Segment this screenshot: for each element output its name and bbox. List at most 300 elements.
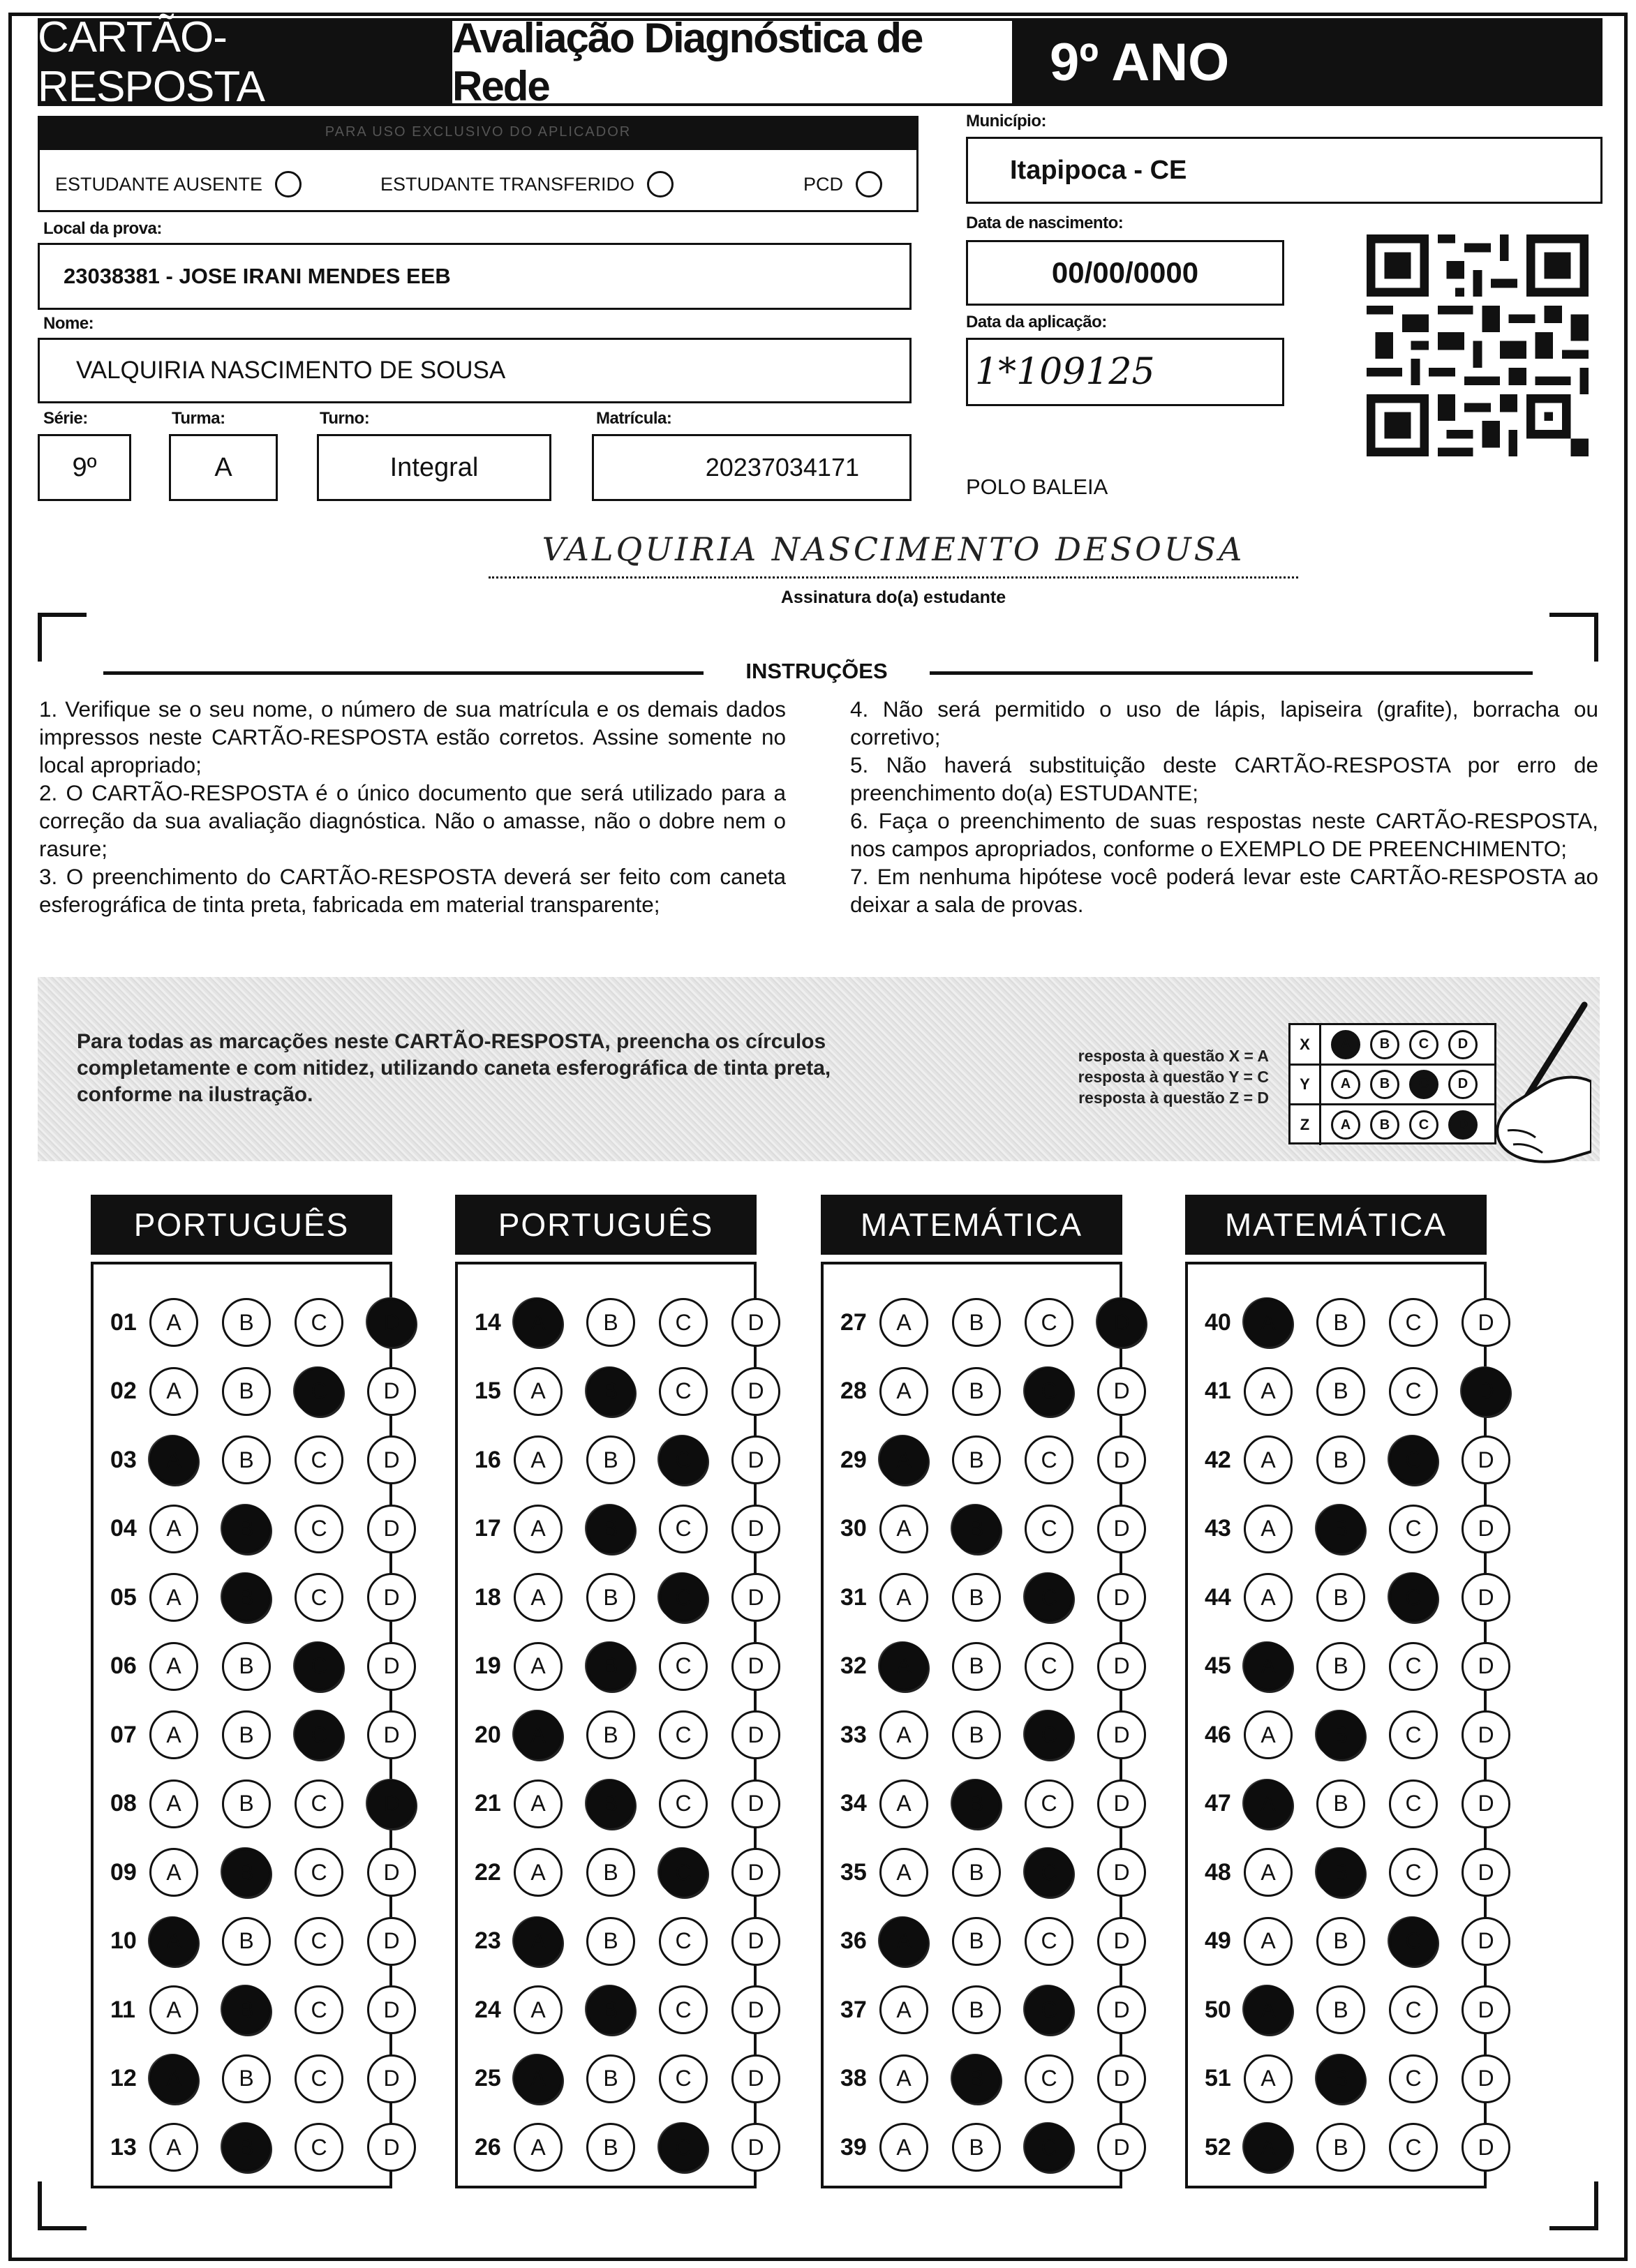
answer-bubble-a[interactable]: A xyxy=(1244,1505,1293,1553)
answer-bubble-b[interactable]: B xyxy=(586,1917,635,1966)
answer-bubble-b[interactable]: B xyxy=(952,1780,1001,1828)
question-row xyxy=(1205,1980,1510,2040)
answer-bubble-c[interactable]: C xyxy=(659,2123,708,2172)
question-number: 07 xyxy=(110,1721,137,1748)
ausente-bubble[interactable] xyxy=(275,171,302,197)
answer-bubble-b[interactable]: B xyxy=(952,1848,1001,1897)
answer-bubble-d[interactable]: D xyxy=(1462,1573,1510,1622)
answer-bubble-a[interactable]: A xyxy=(1244,1298,1293,1347)
answer-bubble-b[interactable]: B xyxy=(952,1367,1001,1416)
answer-bubble-c[interactable]: C xyxy=(1389,1573,1438,1622)
answer-bubble-d[interactable]: D xyxy=(731,1780,780,1828)
answer-bubble-c[interactable]: C xyxy=(659,1642,708,1691)
question-number: 18 xyxy=(475,1583,501,1611)
question-row xyxy=(475,1292,780,1352)
question-number: 39 xyxy=(840,2133,867,2161)
answer-bubble-a[interactable]: A xyxy=(1244,1848,1293,1897)
answer-bubble-c[interactable]: C xyxy=(1389,1985,1438,2034)
example-row-key: Y xyxy=(1291,1065,1321,1103)
answer-bubble-d[interactable]: D xyxy=(367,1780,416,1828)
example-bubble-c: C xyxy=(1409,1030,1438,1059)
answer-bubble-c[interactable]: C xyxy=(1025,1435,1073,1484)
answer-bubble-d[interactable]: D xyxy=(1097,2054,1146,2103)
answer-bubble-c[interactable]: C xyxy=(1389,1298,1438,1347)
answer-bubble-c[interactable]: C xyxy=(295,1780,343,1828)
answer-bubble-d[interactable]: D xyxy=(1462,1780,1510,1828)
example-bubble-a: A xyxy=(1331,1030,1360,1059)
question-row xyxy=(110,1980,416,2040)
answer-bubble-a[interactable]: A xyxy=(879,2123,928,2172)
question-number: 04 xyxy=(110,1515,137,1542)
answer-bubble-c[interactable]: C xyxy=(659,1985,708,2034)
example-row-key: X xyxy=(1291,1025,1321,1064)
answer-bubble-d[interactable]: D xyxy=(731,1367,780,1416)
answer-bubble-a[interactable]: A xyxy=(1244,1367,1293,1416)
example-answer-x: resposta à questão X = A xyxy=(1078,1047,1269,1065)
answer-bubble-d[interactable]: D xyxy=(1097,1642,1146,1691)
question-number: 29 xyxy=(840,1446,867,1473)
answer-bubble-a[interactable]: A xyxy=(879,1917,928,1966)
question-number: 47 xyxy=(1205,1790,1231,1816)
question-number: 16 xyxy=(475,1446,501,1473)
answer-bubble-b[interactable]: B xyxy=(952,1505,1001,1553)
answer-bubble-c[interactable]: C xyxy=(295,2123,343,2172)
answer-bubble-d[interactable]: D xyxy=(1462,2123,1510,2172)
answer-bubble-a[interactable]: A xyxy=(149,1642,198,1691)
answer-bubble-b[interactable]: B xyxy=(1316,1780,1365,1828)
answer-bubble-c[interactable]: C xyxy=(1025,1917,1073,1966)
answer-bubble-c[interactable]: C xyxy=(659,2054,708,2103)
answer-bubble-c[interactable]: C xyxy=(659,1710,708,1759)
answer-bubble-b[interactable]: B xyxy=(1316,1573,1365,1622)
answer-bubble-d[interactable]: D xyxy=(1462,2054,1510,2103)
answer-bubble-d[interactable]: D xyxy=(367,1367,416,1416)
answer-bubble-a[interactable]: A xyxy=(879,1710,928,1759)
question-number: 26 xyxy=(475,2133,501,2161)
answer-bubble-a[interactable]: A xyxy=(514,1505,563,1553)
matricula-field: 20237034171 xyxy=(592,434,912,501)
answer-bubble-a[interactable]: A xyxy=(514,2123,563,2172)
answer-bubble-d[interactable]: D xyxy=(731,2123,780,2172)
answer-bubble-c[interactable]: C xyxy=(1389,1642,1438,1691)
question-row xyxy=(1205,1705,1510,1765)
answer-bubble-d[interactable]: D xyxy=(1097,1985,1146,2034)
answer-bubble-a[interactable]: A xyxy=(514,1573,563,1622)
answer-bubble-d[interactable]: D xyxy=(731,1917,780,1966)
instruction-5: 5. Não haverá substituição deste CARTÃO-RESPOSTA por erro de preenchimento do(a) ESTUDANTE; xyxy=(850,752,1598,805)
question-row xyxy=(475,2049,780,2109)
answer-bubble-d[interactable]: D xyxy=(1097,1573,1146,1622)
question-number: 41 xyxy=(1205,1378,1231,1404)
fill-example-grid xyxy=(1288,1023,1496,1144)
answer-bubble-b[interactable]: B xyxy=(952,1298,1001,1347)
question-row xyxy=(475,1430,780,1490)
example-row xyxy=(1291,1105,1494,1145)
answer-bubble-a[interactable]: A xyxy=(879,1848,928,1897)
answer-bubble-d[interactable]: D xyxy=(731,2054,780,2103)
answer-bubble-a[interactable]: A xyxy=(879,1642,928,1691)
answer-bubble-c[interactable]: C xyxy=(1025,1710,1073,1759)
answer-bubble-b[interactable]: B xyxy=(952,1642,1001,1691)
question-row xyxy=(475,1567,780,1627)
answer-bubble-d[interactable]: D xyxy=(1462,1985,1510,2034)
answer-bubble-a[interactable]: A xyxy=(1244,2054,1293,2103)
answer-bubble-b[interactable]: B xyxy=(1316,1642,1365,1691)
fill-example-answers xyxy=(1032,1045,1269,1108)
answer-bubble-b[interactable]: B xyxy=(222,1298,271,1347)
corner-mark-top-left xyxy=(38,613,87,662)
answer-bubble-d[interactable]: D xyxy=(367,1298,416,1347)
answer-bubble-d[interactable]: D xyxy=(731,1298,780,1347)
section-answer-box xyxy=(821,1262,1130,2188)
question-row xyxy=(840,1842,1146,1902)
instructions-rule-left xyxy=(103,671,704,675)
turma-field: A xyxy=(169,434,278,501)
question-number: 20 xyxy=(475,1721,501,1748)
answer-bubble-b[interactable]: B xyxy=(222,1985,271,2034)
answer-bubble-c[interactable]: C xyxy=(295,1435,343,1484)
question-row xyxy=(475,1361,780,1422)
answer-bubble-c[interactable]: C xyxy=(1389,1505,1438,1553)
answer-bubble-b[interactable]: B xyxy=(222,1573,271,1622)
answer-bubble-b[interactable]: B xyxy=(1316,1985,1365,2034)
instructions-title: INSTRUÇÕES xyxy=(745,659,888,683)
question-number: 28 xyxy=(840,1378,867,1404)
answer-bubble-b[interactable]: B xyxy=(1316,1435,1365,1484)
answer-bubble-d[interactable]: D xyxy=(1097,1917,1146,1966)
answer-bubble-a[interactable]: A xyxy=(149,1848,198,1897)
answer-bubble-b[interactable]: B xyxy=(952,1435,1001,1484)
answer-bubble-b[interactable]: B xyxy=(222,1917,271,1966)
answer-bubble-c[interactable]: C xyxy=(659,1367,708,1416)
answer-bubble-b[interactable]: B xyxy=(952,1573,1001,1622)
question-number: 06 xyxy=(110,1652,137,1679)
answer-bubble-d[interactable]: D xyxy=(1462,1367,1510,1416)
answer-bubble-c[interactable]: C xyxy=(295,1917,343,1966)
answer-bubble-c[interactable]: C xyxy=(1389,2054,1438,2103)
question-number: 48 xyxy=(1205,1858,1231,1886)
answer-bubble-d[interactable]: D xyxy=(367,1710,416,1759)
answer-bubble-b[interactable]: B xyxy=(586,1298,635,1347)
answer-bubble-b[interactable]: B xyxy=(586,1642,635,1691)
answer-bubble-b[interactable]: B xyxy=(222,1505,271,1553)
answer-bubble-c[interactable]: C xyxy=(1025,1367,1073,1416)
answer-bubble-d[interactable]: D xyxy=(367,1848,416,1897)
answer-bubble-a[interactable]: A xyxy=(149,1573,198,1622)
answer-bubble-b[interactable]: B xyxy=(952,1710,1001,1759)
question-number: 14 xyxy=(475,1308,501,1336)
answer-bubble-b[interactable]: B xyxy=(952,2123,1001,2172)
answer-bubble-c[interactable]: C xyxy=(659,1780,708,1828)
answer-bubble-a[interactable]: A xyxy=(514,1985,563,2034)
answer-bubble-b[interactable]: B xyxy=(586,1985,635,2034)
answer-bubble-c[interactable]: C xyxy=(1025,1780,1073,1828)
serie-label: Série: xyxy=(43,409,88,428)
question-row xyxy=(110,1292,416,1352)
answer-bubble-d[interactable]: D xyxy=(731,1642,780,1691)
answer-bubble-a[interactable]: A xyxy=(149,1985,198,2034)
answer-bubble-a[interactable]: A xyxy=(514,2054,563,2103)
answer-bubble-b[interactable]: B xyxy=(222,2054,271,2103)
example-bubble-b: B xyxy=(1370,1030,1399,1059)
answer-bubble-d[interactable]: D xyxy=(367,1985,416,2034)
municipio-field: Itapipoca - CE xyxy=(966,137,1602,204)
section-header: PORTUGUÊS xyxy=(91,1195,392,1255)
answer-bubble-b[interactable]: B xyxy=(586,2123,635,2172)
answer-bubble-d[interactable]: D xyxy=(1462,1505,1510,1553)
answer-bubble-d[interactable]: D xyxy=(1097,2123,1146,2172)
answer-bubble-a[interactable]: A xyxy=(514,1642,563,1691)
answer-bubble-c[interactable]: C xyxy=(295,1367,343,1416)
answer-bubble-b[interactable]: B xyxy=(1316,1298,1365,1347)
question-number: 45 xyxy=(1205,1652,1231,1679)
question-row xyxy=(110,1911,416,1971)
serie-field: 9º xyxy=(38,434,131,501)
answer-bubble-d[interactable]: D xyxy=(731,1710,780,1759)
question-number: 12 xyxy=(110,2065,137,2091)
answer-bubble-c[interactable]: C xyxy=(1389,1780,1438,1828)
transferido-bubble[interactable] xyxy=(647,171,674,197)
answer-bubble-c[interactable]: C xyxy=(659,1435,708,1484)
question-row xyxy=(1205,1774,1510,1834)
transferido-option[interactable] xyxy=(380,171,674,197)
answer-bubble-b[interactable]: B xyxy=(1316,1505,1365,1553)
answer-bubble-d[interactable]: D xyxy=(1097,1367,1146,1416)
answer-bubble-d[interactable]: D xyxy=(1462,1298,1510,1347)
answer-bubble-c[interactable]: C xyxy=(295,1505,343,1553)
pcd-label: PCD xyxy=(803,173,844,195)
answer-bubble-a[interactable]: A xyxy=(149,1710,198,1759)
question-row xyxy=(110,1430,416,1490)
answer-bubble-c[interactable]: C xyxy=(1025,2054,1073,2103)
answer-bubble-d[interactable]: D xyxy=(367,1573,416,1622)
municipio-label: Município: xyxy=(966,112,1046,130)
answer-bubble-a[interactable]: A xyxy=(879,1985,928,2034)
question-number: 35 xyxy=(840,1858,867,1886)
answer-bubble-c[interactable]: C xyxy=(1389,1710,1438,1759)
answer-bubble-d[interactable]: D xyxy=(367,1505,416,1553)
answer-bubble-a[interactable]: A xyxy=(149,1367,198,1416)
answer-bubble-c[interactable]: C xyxy=(295,1710,343,1759)
nome-label: Nome: xyxy=(43,314,94,333)
answer-bubble-a[interactable]: A xyxy=(514,1367,563,1416)
answer-bubble-b[interactable]: B xyxy=(586,1573,635,1622)
answer-bubble-b[interactable]: B xyxy=(222,1848,271,1897)
polo-label: POLO BALEIA xyxy=(966,475,1108,499)
answer-bubble-d[interactable]: D xyxy=(367,1642,416,1691)
answer-bubble-b[interactable]: B xyxy=(586,2054,635,2103)
answer-bubble-b[interactable]: B xyxy=(586,1848,635,1897)
answer-bubble-a[interactable]: A xyxy=(149,2123,198,2172)
answer-bubble-a[interactable]: A xyxy=(879,1367,928,1416)
question-number: 33 xyxy=(840,1721,867,1748)
answer-bubble-a[interactable]: A xyxy=(514,1298,563,1347)
transferido-label: ESTUDANTE TRANSFERIDO xyxy=(380,173,635,195)
answer-bubble-b[interactable]: B xyxy=(222,1642,271,1691)
question-number: 10 xyxy=(110,1927,137,1954)
example-bubble-c: C xyxy=(1409,1070,1438,1099)
answer-bubble-c[interactable]: C xyxy=(1389,2123,1438,2172)
answer-bubble-b[interactable]: B xyxy=(586,1710,635,1759)
answer-bubble-a[interactable]: A xyxy=(149,1298,198,1347)
answer-bubble-c[interactable]: C xyxy=(1025,1298,1073,1347)
answer-bubble-c[interactable]: C xyxy=(1025,1573,1073,1622)
answer-bubble-c[interactable]: C xyxy=(659,1573,708,1622)
question-number: 30 xyxy=(840,1515,867,1542)
answer-bubble-d[interactable]: D xyxy=(367,1435,416,1484)
answer-bubble-c[interactable]: C xyxy=(1389,1435,1438,1484)
answer-bubble-a[interactable]: A xyxy=(879,1780,928,1828)
section-answer-box xyxy=(91,1262,400,2188)
answer-bubble-a[interactable]: A xyxy=(879,2054,928,2103)
answer-bubble-a[interactable]: A xyxy=(1244,1985,1293,2034)
answer-bubble-c[interactable]: C xyxy=(295,1642,343,1691)
answer-bubble-c[interactable]: C xyxy=(1025,1848,1073,1897)
signature-line xyxy=(489,576,1298,579)
answer-bubble-d[interactable]: D xyxy=(1097,1505,1146,1553)
answer-bubble-c[interactable]: C xyxy=(295,1848,343,1897)
answer-bubble-c[interactable]: C xyxy=(1025,1505,1073,1553)
answer-bubble-a[interactable]: A xyxy=(1244,1435,1293,1484)
answer-bubble-c[interactable]: C xyxy=(295,2054,343,2103)
answer-bubble-d[interactable]: D xyxy=(367,2123,416,2172)
answer-bubble-a[interactable]: A xyxy=(514,1917,563,1966)
question-row xyxy=(840,1911,1146,1971)
aplicador-box xyxy=(38,148,919,212)
answer-bubble-c[interactable]: C xyxy=(1025,2123,1073,2172)
answer-bubble-c[interactable]: C xyxy=(295,1573,343,1622)
question-row xyxy=(475,2117,780,2177)
question-number: 22 xyxy=(475,1858,501,1886)
answer-bubble-d[interactable]: D xyxy=(1462,1848,1510,1897)
answer-bubble-c[interactable]: C xyxy=(659,1848,708,1897)
answer-bubble-b[interactable]: B xyxy=(586,1367,635,1416)
pcd-bubble[interactable] xyxy=(856,171,882,197)
answer-bubble-c[interactable]: C xyxy=(295,1985,343,2034)
answer-bubble-c[interactable]: C xyxy=(1025,1985,1073,2034)
answer-bubble-d[interactable]: D xyxy=(731,1505,780,1553)
answer-bubble-c[interactable]: C xyxy=(295,1298,343,1347)
answer-bubble-c[interactable]: C xyxy=(1389,1848,1438,1897)
answer-bubble-a[interactable]: A xyxy=(514,1848,563,1897)
answer-bubble-d[interactable]: D xyxy=(367,1917,416,1966)
question-row xyxy=(475,1842,780,1902)
question-number: 32 xyxy=(840,1652,867,1679)
answer-bubble-b[interactable]: B xyxy=(1316,2123,1365,2172)
answer-bubble-d[interactable]: D xyxy=(1097,1780,1146,1828)
answer-bubble-a[interactable]: A xyxy=(149,1505,198,1553)
answer-bubble-d[interactable]: D xyxy=(731,1573,780,1622)
answer-bubble-a[interactable]: A xyxy=(1244,1642,1293,1691)
answer-bubble-b[interactable]: B xyxy=(222,1367,271,1416)
answer-bubble-b[interactable]: B xyxy=(1316,1848,1365,1897)
answer-bubble-d[interactable]: D xyxy=(367,2054,416,2103)
answer-bubble-a[interactable]: A xyxy=(1244,1710,1293,1759)
answer-bubble-a[interactable]: A xyxy=(879,1435,928,1484)
answer-bubble-a[interactable]: A xyxy=(149,2054,198,2103)
question-row xyxy=(110,2117,416,2177)
answer-bubble-d[interactable]: D xyxy=(731,1848,780,1897)
answer-bubble-a[interactable]: A xyxy=(149,1435,198,1484)
hand-with-pen-icon xyxy=(1487,998,1591,1172)
answer-bubble-c[interactable]: C xyxy=(1389,1367,1438,1416)
question-number: 37 xyxy=(840,1996,867,2023)
answer-bubble-d[interactable]: D xyxy=(1097,1848,1146,1897)
answer-bubble-d[interactable]: D xyxy=(1462,1642,1510,1691)
answer-bubble-a[interactable]: A xyxy=(149,1780,198,1828)
card-title: CARTÃO-RESPOSTA xyxy=(38,18,449,106)
answer-bubble-b[interactable]: B xyxy=(1316,1367,1365,1416)
answer-bubble-b[interactable]: B xyxy=(586,1435,635,1484)
question-row xyxy=(840,2117,1146,2177)
answer-bubble-a[interactable]: A xyxy=(514,1710,563,1759)
answer-bubble-b[interactable]: B xyxy=(222,1435,271,1484)
answer-bubble-c[interactable]: C xyxy=(1025,1642,1073,1691)
question-number: 40 xyxy=(1205,1308,1231,1336)
answer-bubble-b[interactable]: B xyxy=(222,1780,271,1828)
answer-bubble-a[interactable]: A xyxy=(1244,1780,1293,1828)
answer-bubble-b[interactable]: B xyxy=(952,1917,1001,1966)
answer-bubble-a[interactable]: A xyxy=(879,1298,928,1347)
answer-bubble-a[interactable]: A xyxy=(1244,1917,1293,1966)
answer-bubble-c[interactable]: C xyxy=(1389,1917,1438,1966)
answer-bubble-c[interactable]: C xyxy=(659,1917,708,1966)
answer-bubble-d[interactable]: D xyxy=(731,1985,780,2034)
answer-bubble-b[interactable]: B xyxy=(222,2123,271,2172)
answer-bubble-c[interactable]: C xyxy=(659,1298,708,1347)
answer-bubble-d[interactable]: D xyxy=(1462,1435,1510,1484)
answer-bubble-a[interactable]: A xyxy=(149,1917,198,1966)
answer-bubble-d[interactable]: D xyxy=(1462,1710,1510,1759)
answer-bubble-d[interactable]: D xyxy=(1097,1298,1146,1347)
corner-mark-top-right xyxy=(1549,613,1598,662)
section-answer-box xyxy=(455,1262,764,2188)
ausente-label: ESTUDANTE AUSENTE xyxy=(55,173,263,195)
answer-bubble-d[interactable]: D xyxy=(1097,1435,1146,1484)
aplicacao-label: Data da aplicação: xyxy=(966,313,1107,331)
section-header: PORTUGUÊS xyxy=(455,1195,757,1255)
answer-bubble-a[interactable]: A xyxy=(1244,1573,1293,1622)
answer-bubble-a[interactable]: A xyxy=(879,1505,928,1553)
answer-bubble-b[interactable]: B xyxy=(952,1985,1001,2034)
answer-bubble-a[interactable]: A xyxy=(879,1573,928,1622)
answer-bubble-a[interactable]: A xyxy=(514,1780,563,1828)
answer-bubble-a[interactable]: A xyxy=(1244,2123,1293,2172)
question-number: 17 xyxy=(475,1515,501,1542)
question-row xyxy=(475,1705,780,1765)
question-number: 52 xyxy=(1205,2133,1231,2161)
example-bubble-c: C xyxy=(1409,1110,1438,1140)
exam-title: Avaliação Diagnóstica de Rede xyxy=(449,18,1015,106)
question-row xyxy=(110,2049,416,2109)
answer-bubble-b[interactable]: B xyxy=(586,1505,635,1553)
answer-bubble-a[interactable]: A xyxy=(514,1435,563,1484)
answer-bubble-b[interactable]: B xyxy=(1316,2054,1365,2103)
answer-bubble-d[interactable]: D xyxy=(1462,1917,1510,1966)
nascimento-field: 00/00/0000 xyxy=(966,240,1284,306)
answer-bubble-c[interactable]: C xyxy=(659,1505,708,1553)
answer-bubble-b[interactable]: B xyxy=(1316,1917,1365,1966)
answer-bubble-b[interactable]: B xyxy=(586,1780,635,1828)
question-number: 23 xyxy=(475,1927,501,1954)
pcd-option[interactable] xyxy=(803,171,882,197)
ausente-option[interactable] xyxy=(55,171,302,197)
answer-bubble-b[interactable]: B xyxy=(222,1710,271,1759)
answer-bubble-b[interactable]: B xyxy=(952,2054,1001,2103)
answer-bubble-b[interactable]: B xyxy=(1316,1710,1365,1759)
answer-bubble-d[interactable]: D xyxy=(731,1435,780,1484)
answer-bubble-d[interactable]: D xyxy=(1097,1710,1146,1759)
